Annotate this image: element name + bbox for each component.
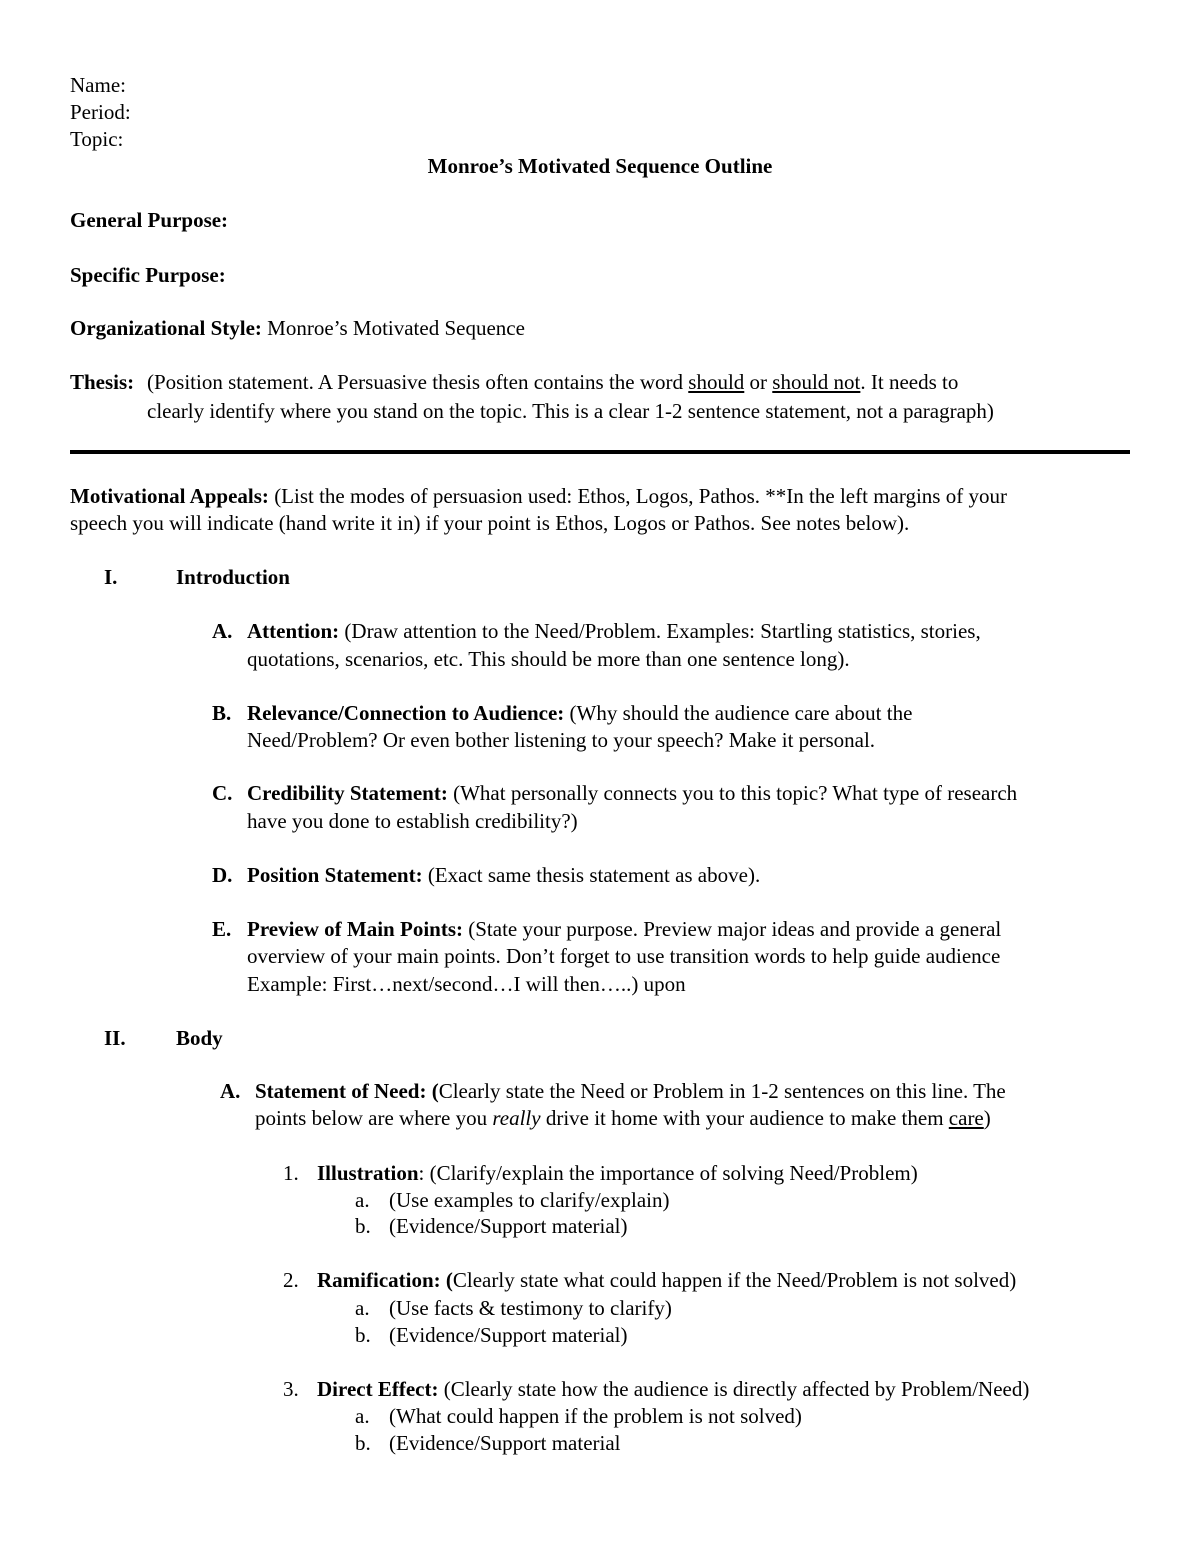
thesis-label: Thesis: — [70, 370, 135, 394]
point-ramification: Ramification: (Clearly state what could happen if the Need/Problem is not solved) — [317, 1268, 1017, 1292]
motivational-appeals-line-2: speech you will indicate (hand write it in) if your point is Ethos, Logos or Pathos. See notes below). — [70, 511, 910, 535]
section-heading-body: Body — [176, 1026, 223, 1050]
sub-letter: a. — [355, 1188, 370, 1212]
sub-letter: a. — [355, 1296, 370, 1320]
sub-item: (Use facts & testimony to clarify) — [389, 1296, 672, 1320]
point-number: 1. — [283, 1161, 299, 1185]
organizational-style: Organizational Style: Monroe’s Motivated Sequence — [70, 316, 525, 340]
statement-of-need-cont: points below are where you really drive it home with your audience to make them care) — [255, 1106, 991, 1130]
point-number: 3. — [283, 1377, 299, 1401]
topic-label: Topic: — [70, 127, 124, 151]
intro-item-letter: B. — [212, 701, 232, 725]
sub-item: (What could happen if the problem is not solved) — [389, 1404, 802, 1428]
section-numeral-body: II. — [104, 1026, 126, 1050]
intro-item-letter: C. — [212, 781, 233, 805]
point-illustration: Illustration: (Clarify/explain the importance of solving Need/Problem) — [317, 1161, 918, 1185]
intro-item-preview: Preview of Main Points: (State your purpose. Preview major ideas and provide a general — [247, 917, 1002, 941]
intro-item-letter: E. — [212, 917, 232, 941]
sub-letter: b. — [355, 1214, 371, 1238]
intro-item-relevance: Relevance/Connection to Audience: (Why should the audience care about the — [247, 701, 913, 725]
point-number: 2. — [283, 1268, 299, 1292]
point-direct-effect: Direct Effect: (Clearly state how the audience is directly affected by Problem/Need) — [317, 1377, 1030, 1401]
intro-item-credibility: Credibility Statement: (What personally connects you to this topic? What type of research — [247, 781, 1018, 805]
name-label: Name: — [70, 73, 126, 97]
statement-of-need: Statement of Need: (Clearly state the Need or Problem in 1-2 sentences on this line. The — [255, 1079, 1006, 1103]
sub-item: (Evidence/Support material) — [389, 1214, 628, 1238]
thesis-line-2: clearly identify where you stand on the topic. This is a clear 1-2 sentence statement, not a paragraph) — [147, 399, 994, 423]
sub-letter: b. — [355, 1431, 371, 1455]
sub-item: (Use examples to clarify/explain) — [389, 1188, 670, 1212]
intro-item-letter: A. — [212, 619, 233, 643]
intro-item-preview-cont: overview of your main points. Don’t forget to use transition words to help guide audience — [247, 944, 1001, 968]
motivational-appeals-line-1: Motivational Appeals: (List the modes of persuasion used: Ethos, Logos, Pathos. **In the left margins of your — [70, 484, 1007, 508]
general-purpose: General Purpose: — [70, 208, 229, 232]
section-heading-intro: Introduction — [176, 565, 290, 589]
specific-purpose: Specific Purpose: — [70, 263, 226, 287]
sub-letter: a. — [355, 1404, 370, 1428]
period-label: Period: — [70, 100, 131, 124]
intro-item-preview-cont: Example: First…next/second…I will then…..) upon — [247, 972, 686, 996]
sub-letter: b. — [355, 1323, 371, 1347]
sub-item: (Evidence/Support material — [389, 1431, 621, 1455]
intro-item-attention: Attention: (Draw attention to the Need/Problem. Examples: Startling statistics, stories, — [247, 619, 981, 643]
horizontal-rule — [70, 450, 1130, 454]
intro-item-position: Position Statement: (Exact same thesis statement as above). — [247, 863, 761, 887]
intro-item-credibility-cont: have you done to establish credibility?) — [247, 809, 578, 833]
intro-item-relevance-cont: Need/Problem? Or even bother listening to your speech? Make it personal. — [247, 728, 876, 752]
body-need-letter: A. — [220, 1079, 241, 1103]
intro-item-attention-cont: quotations, scenarios, etc. This should be more than one sentence long). — [247, 647, 850, 671]
page-title: Monroe’s Motivated Sequence Outline — [427, 154, 773, 178]
thesis-line-1: (Position statement. A Persuasive thesis often contains the word should or should not. It needs to — [147, 370, 959, 394]
section-numeral-intro: I. — [104, 565, 118, 589]
intro-item-letter: D. — [212, 863, 233, 887]
sub-item: (Evidence/Support material) — [389, 1323, 628, 1347]
